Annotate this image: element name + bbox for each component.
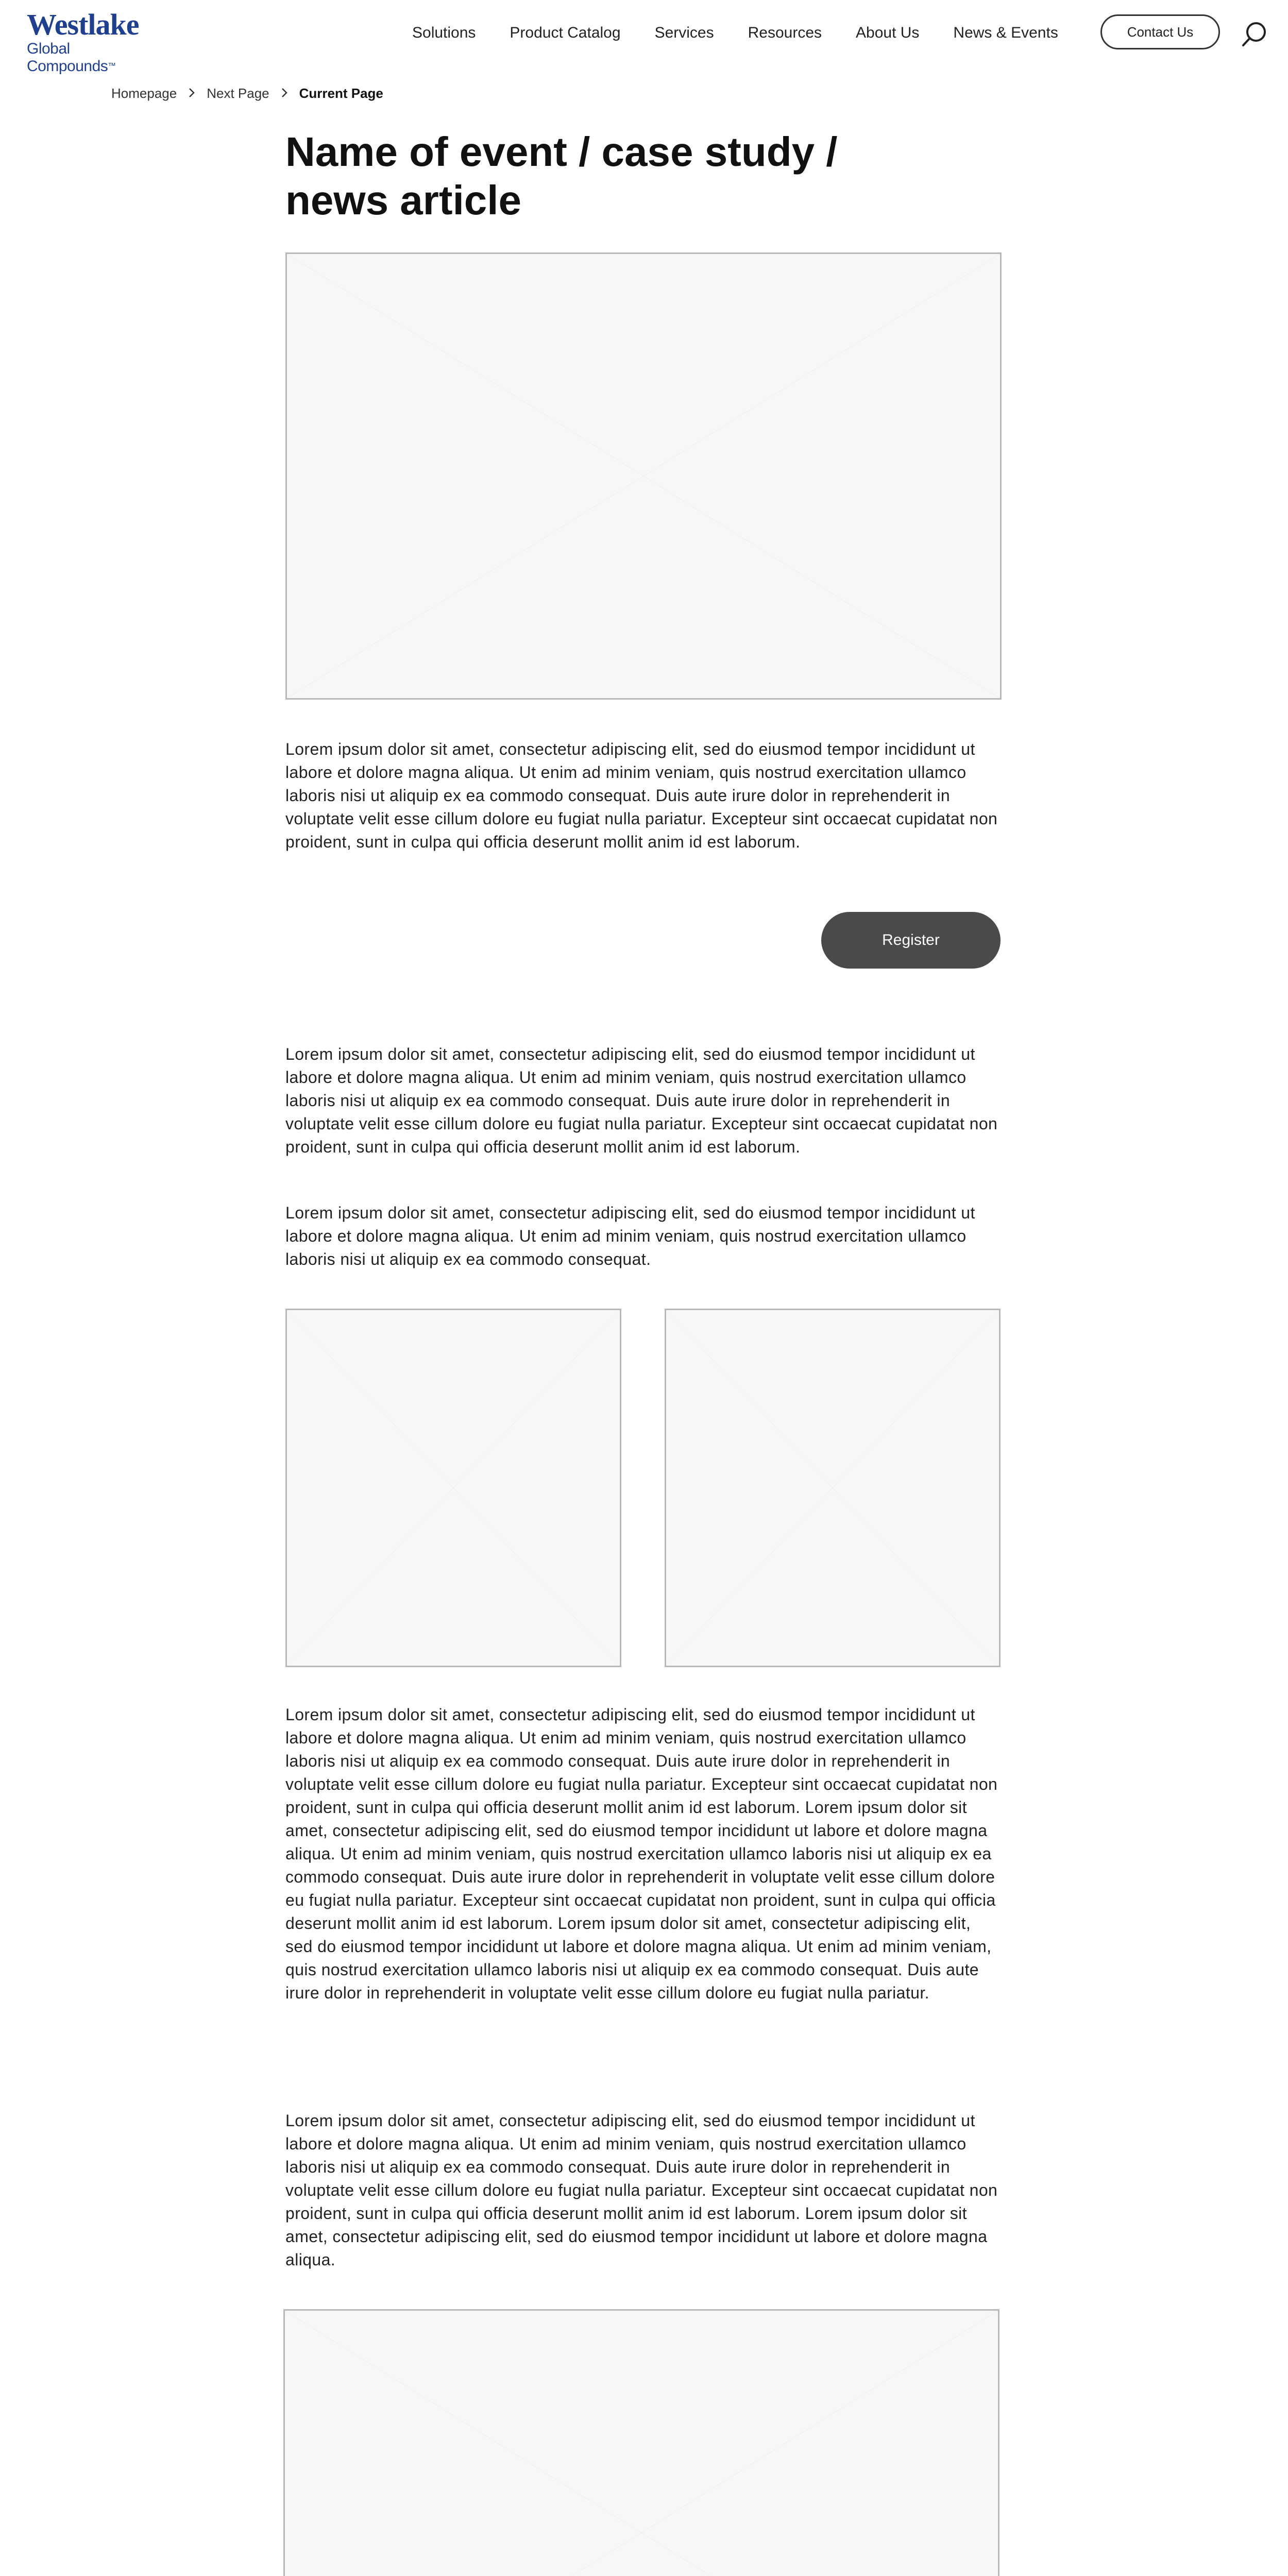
main-nav — [412, 23, 1092, 43]
hero-image-placeholder — [285, 252, 1002, 700]
logo-sub: Global Compounds™ — [27, 40, 116, 75]
nav-solutions[interactable]: Solutions — [412, 24, 476, 41]
breadcrumb-current-page: Current Page — [299, 86, 383, 101]
nav-news-events[interactable]: News & Events — [953, 24, 1058, 41]
body-paragraph: Lorem ipsum dolor sit amet, consectetur adipiscing elit, sed do eiusmod tempor incididunt ut labore et dolore magna aliqua. Ut enim ad minim veniam, quis nostrud exercitation ullamco laboris nisi ut aliquip ex ea commodo consequat. Duis aute irure dolor in reprehenderit in voluptate velit esse cillum dolore eu fugiat nulla pariatur. Excepteur sint occaecat cupidatat non proident, sunt in culpa qui officia deserunt mollit anim id est laborum. — [285, 1045, 998, 1156]
site-header — [0, 0, 1288, 75]
body-paragraph: Lorem ipsum dolor sit amet, consectetur adipiscing elit, sed do eiusmod tempor incididunt ut labore et dolore magna aliqua. Ut enim ad minim veniam, quis nostrud exercitation ullamco laboris nisi ut aliquip ex ea commodo consequat. Duis aute irure dolor in reprehenderit in voluptate velit esse cillum dolore eu fugiat nulla pariatur. Excepteur sint occaecat cupidatat non proident, sunt in culpa qui officia deserunt mollit anim id est laborum. — [285, 740, 998, 851]
body-paragraph: Lorem ipsum dolor sit amet, consectetur adipiscing elit, sed do eiusmod tempor incididunt ut labore et dolore magna aliqua. Ut enim ad minim veniam, quis nostrud exercitation ullamco laboris nisi ut aliquip ex ea commodo consequat. Duis aute irure dolor in reprehenderit in voluptate velit esse cillum dolore eu fugiat nulla pariatur. Excepteur sint occaecat cupidatat non proident, sunt in culpa qui officia deserunt mollit anim id est laborum. Lorem ipsum dolor sit amet, consectetur adipiscing elit, sed do eiusmod tempor incididunt ut labore et dolore magna aliqua. Ut enim ad minim veniam, quis nostrud exercitation ullamco laboris nisi ut aliquip ex ea commodo consequat. Duis aute irure dolor in reprehenderit in voluptate velit esse cillum dolore eu fugiat nulla pariatur. Excepteur sint occaecat cupidatat non proident, sunt in culpa qui officia deserunt mollit anim id est laborum. Lorem ipsum dolor sit amet, consectetur adipiscing elit, sed do eiusmod tempor incididunt ut labore et dolore magna aliqua. Ut enim ad minim veniam, quis nostrud exercitation ullamco laboris nisi ut aliquip ex ea commodo consequat. Duis aute irure dolor in reprehenderit in voluptate velit esse cillum dolore eu fugiat nulla pariatur. — [285, 1705, 998, 2002]
page-title: Name of event / case study / news article — [285, 129, 838, 223]
chevron-right-icon — [281, 86, 288, 101]
image-placeholder-wide — [283, 2309, 999, 2576]
breadcrumb — [111, 86, 383, 101]
chevron-right-icon — [188, 86, 195, 101]
nav-resources[interactable]: Resources — [748, 24, 822, 41]
body-paragraph: Lorem ipsum dolor sit amet, consectetur adipiscing elit, sed do eiusmod tempor incididunt ut labore et dolore magna aliqua. Ut enim ad minim veniam, quis nostrud exercitation ullamco laboris nisi ut aliquip ex ea commodo consequat. Duis aute irure dolor in reprehenderit in voluptate velit esse cillum dolore eu fugiat nulla pariatur. Excepteur sint occaecat cupidatat non proident, sunt in culpa qui officia deserunt mollit anim id est laborum. Lorem ipsum dolor sit amet, consectetur adipiscing elit, sed do eiusmod tempor incididunt ut labore et dolore magna aliqua. — [285, 2111, 998, 2269]
search-icon[interactable] — [1241, 20, 1269, 48]
nav-product-catalog[interactable]: Product Catalog — [510, 24, 621, 41]
register-button[interactable]: Register — [821, 912, 1001, 969]
body-paragraph: Lorem ipsum dolor sit amet, consectetur adipiscing elit, sed do eiusmod tempor incididunt ut labore et dolore magna aliqua. Ut enim ad minim veniam, quis nostrud exercitation ullamco laboris nisi ut aliquip ex ea commodo consequat. — [285, 1204, 975, 1268]
nav-about-us[interactable]: About Us — [856, 24, 920, 41]
westlake-logo[interactable] — [27, 8, 150, 75]
contact-us-button[interactable]: Contact Us — [1100, 14, 1220, 49]
image-placeholder-left — [285, 1309, 621, 1667]
nav-services[interactable]: Services — [654, 24, 714, 41]
image-placeholder-right — [665, 1309, 1001, 1667]
logo-main: Westlake — [27, 8, 139, 41]
breadcrumb-next-page[interactable]: Next Page — [207, 86, 269, 101]
breadcrumb-homepage[interactable]: Homepage — [111, 86, 177, 101]
